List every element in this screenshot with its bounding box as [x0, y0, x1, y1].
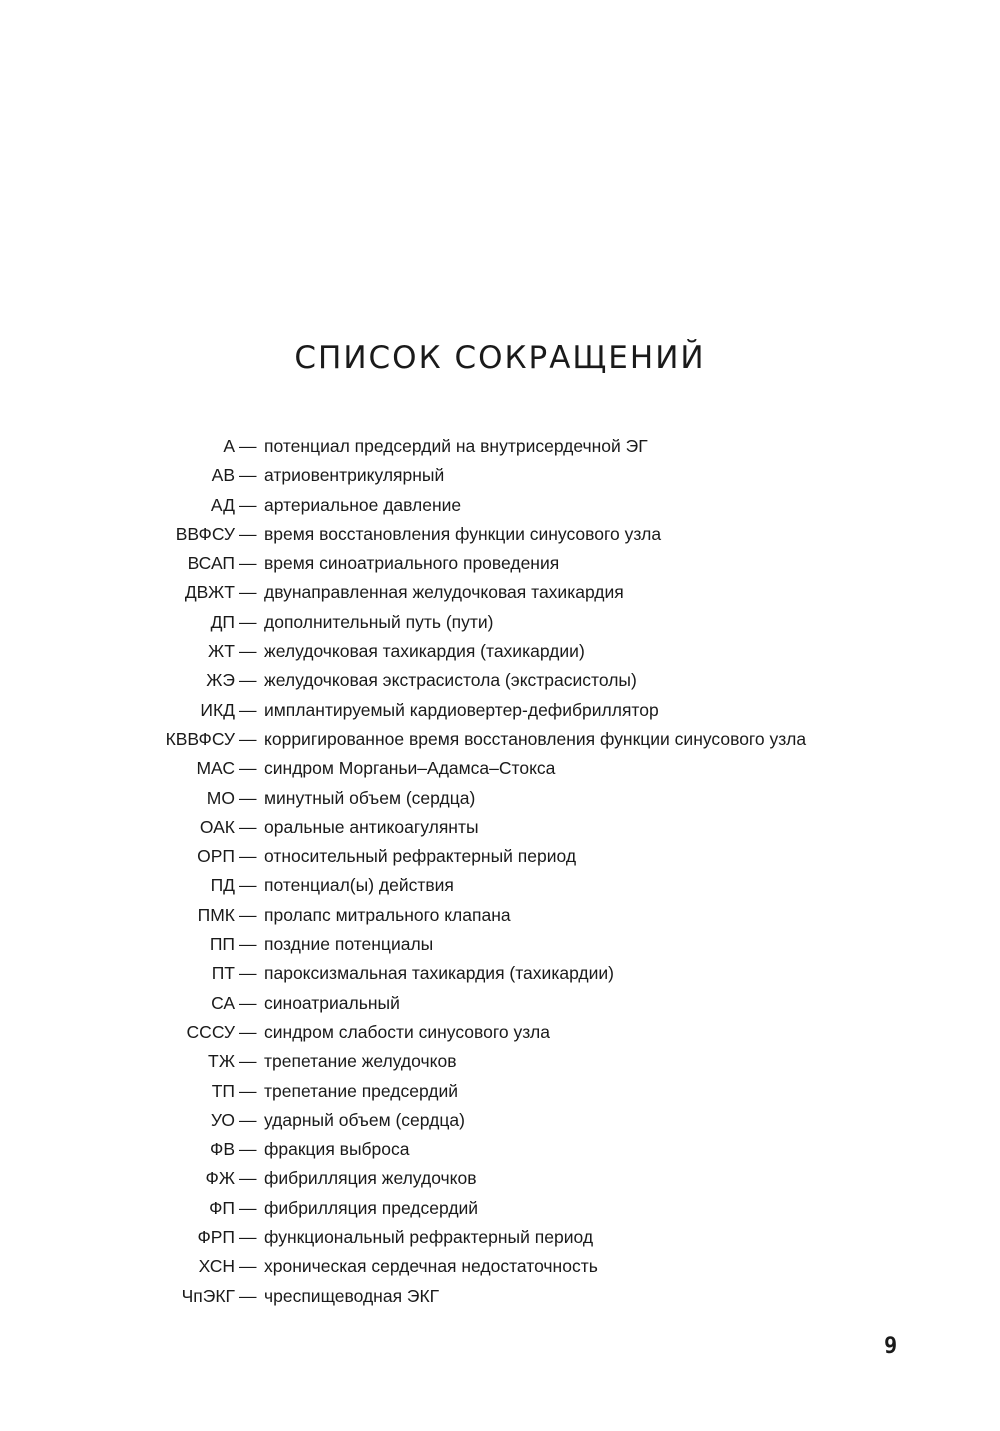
separator-dash: —	[239, 1080, 257, 1101]
separator-dash: —	[239, 465, 257, 486]
abbreviation-term: ЧпЭКГ	[181, 1285, 235, 1306]
separator-dash: —	[239, 758, 257, 779]
abbreviation-entry	[0, 432, 1000, 461]
abbreviation-entry	[0, 1223, 1000, 1252]
page-number: 9	[884, 1334, 898, 1359]
abbreviation-definition: синдром Морганьи–Адамса–Стокса	[264, 758, 556, 779]
abbreviation-entry	[0, 637, 1000, 666]
separator-dash: —	[239, 553, 257, 574]
abbreviation-entry	[0, 813, 1000, 842]
abbreviation-entry	[0, 1047, 1000, 1076]
abbreviation-term: ФВ	[210, 1139, 235, 1160]
abbreviation-definition: хроническая сердечная недостаточность	[264, 1256, 598, 1277]
abbreviation-entry	[0, 1135, 1000, 1164]
abbreviation-definition: время восстановления функции синусового узла	[264, 523, 662, 544]
abbreviation-entry	[0, 725, 1000, 754]
separator-dash: —	[239, 1227, 257, 1248]
abbreviation-term: ДВЖТ	[184, 582, 235, 603]
abbreviation-entry	[0, 1164, 1000, 1193]
abbreviation-entry	[0, 754, 1000, 783]
separator-dash: —	[239, 904, 257, 925]
abbreviation-term: ФЖ	[205, 1168, 235, 1189]
separator-dash: —	[239, 699, 257, 720]
separator-dash: —	[239, 875, 257, 896]
abbreviation-definition: пароксизмальная тахикардия (тахикардии)	[264, 963, 615, 984]
abbreviation-entry	[0, 1106, 1000, 1135]
abbreviation-term: УО	[210, 1109, 235, 1130]
abbreviation-definition: функциональный рефрактерный период	[264, 1227, 594, 1248]
abbreviation-term: ХСН	[198, 1256, 235, 1277]
separator-dash: —	[239, 523, 257, 544]
abbreviation-definition: чреспищеводная ЭКГ	[264, 1285, 440, 1306]
abbreviation-term: МАС	[196, 758, 235, 779]
abbreviation-entry	[0, 1194, 1000, 1223]
abbreviation-definition: поздние потенциалы	[264, 934, 434, 955]
separator-dash: —	[239, 1051, 257, 1072]
separator-dash: —	[239, 1021, 257, 1042]
abbreviation-term: ФРП	[197, 1227, 235, 1248]
abbreviation-definition: синдром слабости синусового узла	[264, 1021, 550, 1042]
abbreviation-definition: желудочковая экстрасистола (экстрасистолы)	[264, 670, 637, 691]
abbreviation-term: ТЖ	[207, 1051, 235, 1072]
abbreviation-definition: потенциал предсердий на внутрисердечной ЭГ	[264, 436, 648, 456]
abbreviation-entry	[0, 1252, 1000, 1281]
abbreviation-definition: фракция выброса	[264, 1139, 410, 1160]
abbreviation-entry	[0, 842, 1000, 871]
separator-dash: —	[239, 963, 257, 984]
abbreviation-term: А	[223, 436, 235, 456]
abbreviation-definition: имплантируемый кардиовертер-дефибриллятор	[264, 699, 659, 720]
abbreviation-definition: пролапс митрального клапана	[264, 904, 511, 925]
abbreviation-entry	[0, 549, 1000, 578]
abbreviation-term: МО	[206, 787, 235, 808]
separator-dash: —	[239, 816, 257, 837]
separator-dash: —	[239, 992, 257, 1013]
abbreviation-definition: корригированное время восстановления функции синусового узла	[264, 728, 807, 749]
abbreviation-term: АД	[210, 494, 235, 515]
abbreviation-definition: минутный объем (сердца)	[264, 787, 476, 808]
abbreviation-term: ДП	[210, 611, 235, 632]
separator-dash: —	[239, 1168, 257, 1189]
abbreviation-entry	[0, 520, 1000, 549]
abbreviation-entry	[0, 696, 1000, 725]
abbreviation-entry	[0, 871, 1000, 900]
abbreviation-term: СА	[211, 992, 235, 1013]
abbreviation-entry	[0, 901, 1000, 930]
abbreviation-term: ТП	[211, 1080, 235, 1101]
separator-dash: —	[239, 934, 257, 955]
abbreviation-term: ВВФСУ	[175, 523, 235, 544]
abbreviation-definition: время синоатриального проведения	[264, 553, 560, 574]
abbreviation-definition: фибрилляция желудочков	[264, 1168, 477, 1189]
abbreviation-definition: синоатриальный	[264, 992, 400, 1013]
abbreviation-entry	[0, 930, 1000, 959]
separator-dash: —	[239, 787, 257, 808]
separator-dash: —	[239, 1256, 257, 1277]
abbreviation-entry	[0, 1282, 1000, 1311]
abbreviation-term: ПТ	[211, 963, 235, 984]
abbreviation-entry	[0, 666, 1000, 695]
abbreviation-term: ИКД	[200, 699, 235, 720]
abbreviation-definition: трепетание желудочков	[264, 1051, 457, 1072]
abbreviation-term: АВ	[211, 465, 235, 486]
separator-dash: —	[239, 582, 257, 603]
separator-dash: —	[239, 1285, 257, 1306]
abbreviation-term: ВСАП	[187, 553, 235, 574]
abbreviation-definition: трепетание предсердий	[264, 1080, 459, 1101]
abbreviation-definition: относительный рефрактерный период	[264, 846, 577, 867]
abbreviation-entry	[0, 784, 1000, 813]
abbreviation-term: СССУ	[186, 1021, 235, 1042]
abbreviation-entry	[0, 989, 1000, 1018]
abbreviation-definition: желудочковая тахикардия (тахикардии)	[264, 641, 585, 662]
abbreviation-entry	[0, 959, 1000, 988]
abbreviation-entry	[0, 1077, 1000, 1106]
separator-dash: —	[239, 846, 257, 867]
separator-dash: —	[239, 728, 257, 749]
page-title: СПИСОК СОКРАЩЕНИЙ	[294, 340, 706, 376]
abbreviation-entry	[0, 578, 1000, 607]
abbreviation-entry	[0, 1018, 1000, 1047]
separator-dash: —	[239, 1139, 257, 1160]
abbreviation-entry	[0, 608, 1000, 637]
abbreviation-term: ЖЭ	[206, 670, 235, 691]
abbreviation-definition: фибрилляция предсердий	[264, 1197, 479, 1218]
separator-dash: —	[239, 436, 257, 456]
abbreviation-term: КВВФСУ	[165, 728, 235, 749]
abbreviation-term: ОАК	[199, 816, 235, 837]
abbreviation-definition: потенциал(ы) действия	[264, 875, 454, 896]
abbreviation-term: ПП	[209, 934, 235, 955]
abbreviation-definition: дополнительный путь (пути)	[264, 611, 494, 632]
abbreviation-term: ФП	[209, 1197, 235, 1218]
abbreviation-entry	[0, 491, 1000, 520]
abbreviation-definition: ударный объем (сердца)	[264, 1109, 465, 1130]
abbreviation-definition: двунаправленная желудочковая тахикардия	[264, 582, 624, 603]
separator-dash: —	[239, 494, 257, 515]
abbreviation-term: ОРП	[197, 846, 235, 867]
abbreviation-definition: оральные антикоагулянты	[264, 816, 479, 837]
separator-dash: —	[239, 611, 257, 632]
abbreviation-list	[0, 432, 1000, 1311]
separator-dash: —	[239, 1109, 257, 1130]
separator-dash: —	[239, 670, 257, 691]
abbreviation-entry	[0, 461, 1000, 490]
separator-dash: —	[239, 1197, 257, 1218]
separator-dash: —	[239, 641, 257, 662]
abbreviation-term: ПД	[210, 875, 235, 896]
abbreviation-definition: атриовентрикулярный	[264, 465, 445, 486]
abbreviation-definition: артериальное давление	[264, 494, 462, 515]
abbreviation-term: ПМК	[197, 904, 235, 925]
abbreviation-term: ЖТ	[207, 641, 235, 662]
